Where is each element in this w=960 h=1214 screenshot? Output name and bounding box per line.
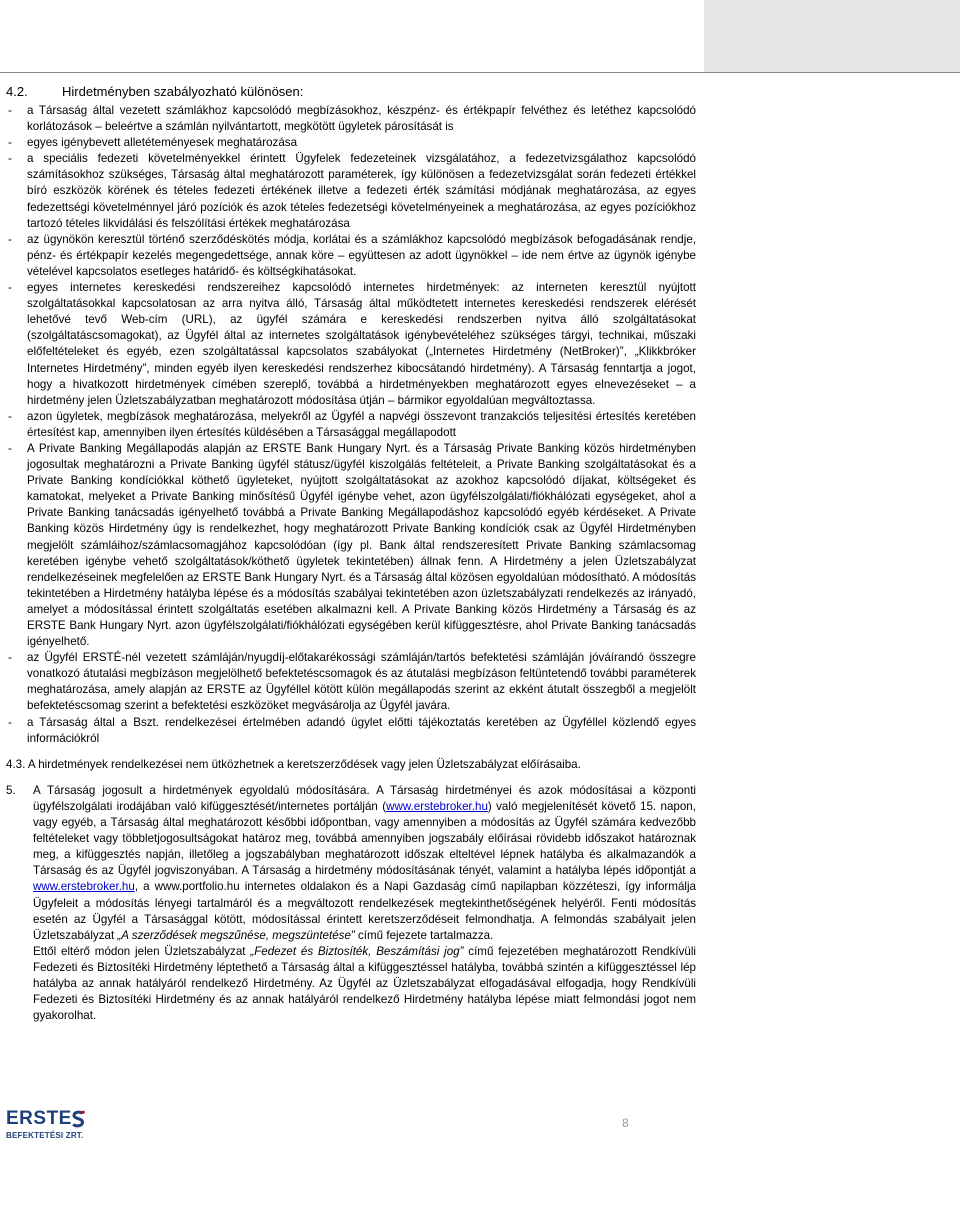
logo-wordmark: ERSTE (6, 1108, 72, 1129)
list-dash: - (8, 232, 12, 246)
section-5-text: , a www.portfolio.hu internetes oldalakon és a Napi Gazdaság című napilapban közzéteszi, így informálja Ügyfeleit a módosítás lényegi tartalmáról és a megváltozott rendelkezések megtekinthetőségének helyéről. Fenti módosítás esetén az Ügyfél a Társasággal kötött, módosítással érintett keretszerződéseit felmondhatja. A felmondás szabályait jelen Üzletszabályzat (33, 880, 696, 942)
section-5-text: című fejezetében meghatározott Rendkívüli Fedezeti és Biztosítéki Hirdetmény léptethető a Társaság által a kifüggesztéssel hatályba, továbbá szintén a kifüggesztéssel lép hatályba az annak hatályáról rendelkező Hirdetmény. Az Ügyfél az Üzletszabályzat elfogadásával elfogadja, hogy Rendkívüli Fedezeti és Biztosítéki Hirdetmény és az annak hatályáról rendelkező Hirdetmény hatályba lépése miatt felmondási jogot nem gyakorolhat. (33, 944, 696, 1023)
link-text: hu (475, 799, 488, 813)
list-item (6, 232, 696, 280)
list-item-text: az Ügyfél ERSTÉ-nél vezetett számláján/nyugdíj-előtakarékossági számláján/tartós befektetési számláján jóváírandó összegre vonatkozó átutalási megbízáson megjelölhető befektetéscsomagok és az átutalási megbízáson feltüntetendő további paraméterek meghatározása, amely alapján az ERSTE az Ügyféllel kötött külön megállapodás szerint az ekként átutalt összegből a megjelölt befektetéscsomag szerint a befektetési eszközöket megvásárolja az Ügyfél javára. (27, 651, 696, 713)
list-item-text: a Társaság által a Bszt. rendelkezései értelmében adandó ügylet előtti tájékoztatás keretében az Ügyféllel közlendő egyes információkról (27, 715, 696, 745)
section-5-text: Ettől eltérő módon jelen Üzletszabályzat (33, 944, 251, 958)
link-text: www.erstebroker. (386, 799, 475, 813)
section-5-text: A Társaság jogosult a hirdetmények egyoldalú módosítására. A Társaság hirdetményei és azok módosításai a központi ügyfélszolgálati irodájában való kifüggesztését/internetes portálján ( (33, 783, 696, 813)
header-rule (0, 72, 960, 73)
list-dash: - (8, 409, 12, 423)
italic-chapter-reference: „Fedezet és Biztosíték, Beszámítási jog” (250, 944, 464, 958)
list-item-text: egyes internetes kereskedési rendszereihez kapcsolódó internetes hirdetmények: az interneten keresztül nyújtott szolgáltatásokkal kapcsolatosan az arra nyitva álló, Társaság által működtetett internetes kereskedési rendszerek elérését lehetővé tevő Web-cím (URL), az ügyfél számára e kereskedési rendszerben nyitva álló szolgáltatásokat (szolgáltatáscsomagokat), az Ügyfél által az internetes szolgáltatások igénybevételéhez szükséges tárgyi, technikai, műszaki előfeltételeket és egyéb, ezen szolgáltatással kapcsolatos szabályokat („Internetes Hirdetmény (NetBroker)”, „Klikkbróker Internetes Hirdetmény”, minden egyéb ilyen kereskedési rendszerhez kibocsátandó hirdetmény). A Társaság fenntartja a jogot, hogy a hivatkozott hirdetmények címében szereplő, továbbá a hirdetményekben meghatározott egyes elnevezéseket – a hirdetmény jelen Üzletszabályzatban meghatározott módosítása útján – bármikor egyoldalúan megváltoztassa. (27, 281, 696, 407)
section-5-paragraph-2 (33, 944, 696, 1024)
list-item (6, 103, 696, 135)
list-item-text: a speciális fedezeti követelményekkel érintett Ügyfelek fedezeteinek vizsgálatához, a fedezetvizsgálathoz kapcsolódó számításokhoz szükséges, Társaság által meghatározott paraméterek, így különösen a fedezetvizsgálat során fedezeti értékkel bíró eszközök körének és tételes fedezeti értékének illetve a fedezeti érték számítási módjának meghatározása, az egyes fedezettségi követelménnyel járó pozíciók és azok tételes fedezetségi követelményeinek a meghatározása, az egyes pozíciókhoz tartozó tételes likvidálási és felszólítási értékek meghatározása (27, 152, 696, 230)
list-dash: - (8, 651, 12, 665)
section-heading (6, 84, 303, 99)
link-text: www.erstebroker. (33, 880, 122, 894)
section-5-number: 5. (6, 783, 16, 797)
list-item-text: a Társaság által vezetett számlákhoz kapcsolódó megbízásokhoz, készpénz- és értékpapír felvéthez és letéthez kapcsolódó korlátozások – beleértve a számlán nyilvántartott, megkötött ügyletek párosítását is (27, 104, 696, 134)
list-item-text: az ügynökön keresztül történő szerződéskötés módja, korlátai és a számlákhoz kapcsolódó megbízások befogadásának rendje, pénz- és értékpapír kezelés megengedettsége, annak köre – együttesen az adott ügynökkel – ide nem értve az ügynök igénybe vételével kapcsolatos esetleges határidő- és költségkihatásokat. (27, 232, 696, 278)
list-item (6, 409, 696, 441)
list-dash: - (8, 715, 12, 729)
list-item (6, 650, 696, 714)
list-dash: - (8, 281, 12, 295)
erste-s-mark-icon (70, 1110, 86, 1128)
section-5 (6, 783, 696, 1024)
list-dash: - (8, 104, 12, 117)
list-item (6, 135, 696, 151)
logo-subtitle: BEFEKTETÉSI ZRT. (6, 1131, 84, 1140)
section-4-3-paragraph: 4.3. A hirdetmények rendelkezései nem ütközhetnek a keretszerződések vagy jelen Üzletszabályzat előírásaiba. (6, 757, 581, 771)
erstebroker-link[interactable] (33, 880, 135, 893)
list-item-text: azon ügyletek, megbízások meghatározása, melyekről az Ügyfél a napvégi összevont tranzakciós teljesítési értesítés keretében értesítést kap, amennyiben ilyen értesítés küldésében a Társasággal megállapodott (27, 409, 696, 439)
list-item-text: egyes igénybevett alletéteményesek meghatározása (27, 136, 298, 150)
list-item (6, 280, 696, 409)
page-number: 8 (622, 1116, 629, 1130)
erstebroker-link[interactable] (386, 800, 488, 813)
section-5-text: című fejezete tartalmazza. (354, 928, 494, 942)
section-5-paragraph-1 (33, 783, 696, 944)
erste-logo (6, 1108, 86, 1144)
list-dash: - (8, 441, 12, 455)
link-text: hu (121, 880, 135, 894)
section-title: Hirdetményben szabályozható különösen: (62, 84, 304, 99)
section-5-text: ) való megjelenítését követő 15. napon, vagy egyéb, a Társaság által meghatározott későbbi időpontban, vagy amennyiben a módosítás az Ügyfél számára kedvezőbb feltételeket vagy többletjogosultságokat határoz meg, továbbá amennyiben jogszabály előírásai rövidebb időszakot határoznak meg, a kifüggesztés napján, illetőleg a jogszabályban meghatározott időszak elteltével lépnek hatályba és alkalmazandók a Társaság és az Ügyfél jogviszonyában. A Társaság a hirdetmény módosításának tényét, valamint a hatályba lépés időpontját a (33, 799, 696, 878)
list-dash: - (8, 136, 12, 150)
italic-chapter-reference: „A szerződések megszűnése, megszüntetése” (117, 928, 355, 942)
list-item (6, 441, 696, 650)
list-dash: - (8, 152, 12, 166)
list-item (6, 151, 696, 231)
list-item-text: A Private Banking Megállapodás alapján az ERSTE Bank Hungary Nyrt. és a Társaság Private Banking közös hirdetményben jogosultak meghatározni a Private Banking ügyfél státusz/ügyfél kiszolgálás feltételeit, a Private Banking szolgáltatásokat és a Private Banking kondíciókkal köthető ügyleteket, nyújtott szolgáltatásokat az azokhoz kapcsolódó díjakat, költségeket és kamatokat, melyeket a Private Banking minősítésű Ügyfél igénybe vehet, azon ügyfélszolgálati/fiókhálózati egységeket, ahol a Private Banking tanácsadás igényelhető továbbá a Private Banking Megállapodáshoz kapcsolódó egyéb kérdéseket. A Private Banking közös Hirdetmény úgy is rendelkezhet, hogy meghatározott Private Banking kondíciók csak az Ügyfél Hirdetményben megjelölt számláihoz/számlacsomagjához kapcsolódóan (így pl. Bank által rendszeresített Private Banking számlacsomag keretében igénybe vehető szolgáltatások/köthető ügyletek tekintetében) állnak fenn. A Hirdetmény a jelen Üzletszabályzat rendelkezéseinek megfelelően az ERSTE Bank Hungary Nyrt. és a Társaság által közösen egyoldalúan módosítható. A módosítás tekintetében a Hirdetmény hatályba lépése és a módosítás szabályai tekintetében azon üzletszabályzati rendelkezés az irányadó, amelyet a módosítással érintett szolgáltatás esetében alkalmazni kell. A Private Banking közös Hirdetmény a Társaság és az ERSTE Bank Hungary Nyrt. azon ügyfélszolgálati/fiókhálózati egységében kerül kifüggesztésre, ahol Private Banking tanácsadás igényelhető. (27, 441, 696, 649)
list-item (6, 715, 696, 747)
comment-margin-panel (704, 0, 960, 72)
section-number: 4.2. (6, 84, 28, 99)
document-body (6, 103, 696, 1024)
